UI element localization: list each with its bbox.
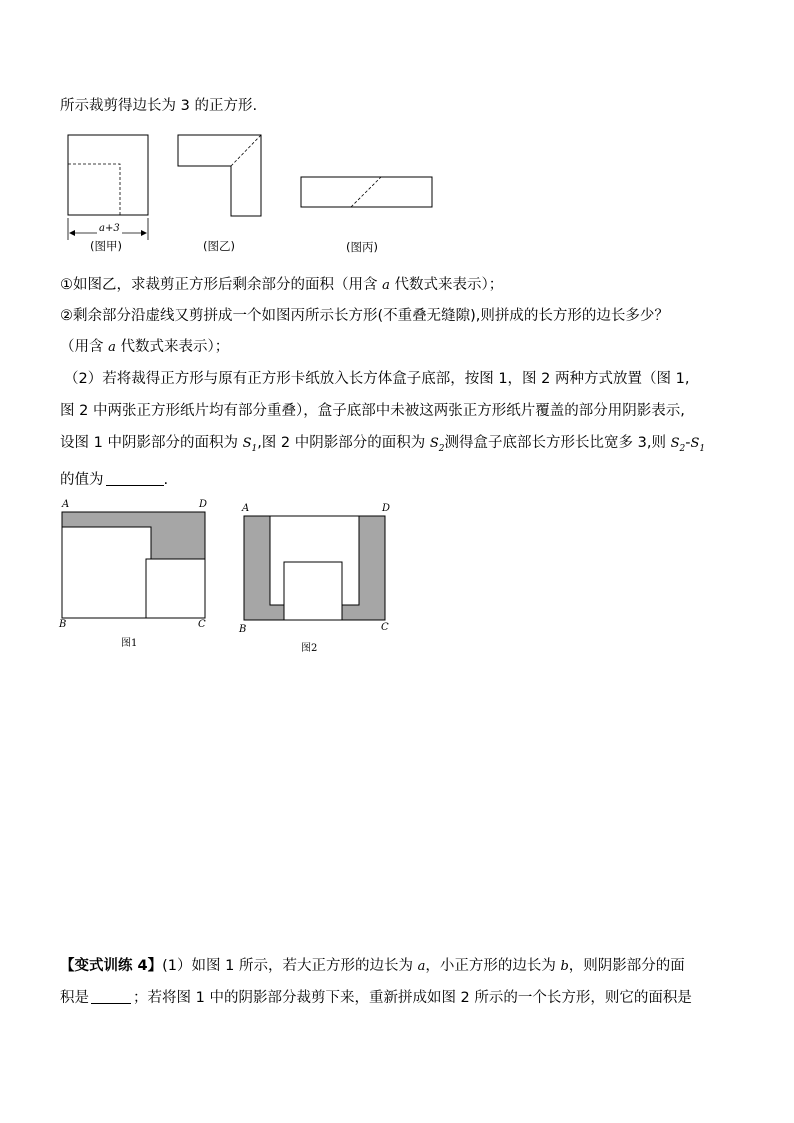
answer-blank[interactable] [106,471,164,486]
fig1-label-c: C [198,619,206,630]
q1-part-a: ①如图乙，求裁剪正方形后剩余部分的面积（用含 a 代数式来表示）； [60,277,504,293]
fig1-label-b: B [59,619,67,630]
fig1-label-d: D [199,499,208,510]
dimension-label: a+3 [99,223,120,234]
q2-line-4: 的值为 . [60,472,169,488]
caption-bing: (图丙) [346,240,378,254]
q2-line-2: 图 2 中两张正方形纸片均有部分重叠），盒子底部中未被这两张正方形纸片覆盖的部分用阴影表示, [60,403,685,419]
caption-jia: (图甲) [90,239,122,253]
q2-line-3: 设图 1 中阴影部分的面积为 $S_1$,图 2 中阴影部分的面积为 $S_2$测得盒子底部长方形长比宽多 3,则 $S_2-S_1$ [60,435,706,454]
fig2-caption: 图2 [301,643,318,654]
variant-answer-blank[interactable] [91,989,131,1004]
variant-tag: 【变式训练 4】 [60,958,163,974]
intro-text: 所示裁剪得边长为 3 的正方形. [60,98,258,114]
fig2-label-d: D [382,503,391,514]
q1-part-b: ②剩余部分沿虚线又剪拼成一个如图丙所示长方形(不重叠无缝隙),则拼成的长方形的边长多少？ [60,308,669,324]
q2-line-1: （2）若将裁得正方形与原有正方形卡纸放入长方体盒子底部，按图 1，图 2 两种方式放置（图 1, [64,371,690,387]
variant-line-2: 积是 ；若将图 1 中的阴影部分裁剪下来，重新拼成如图 2 所示的一个长方形，则它的面积是 [60,990,692,1006]
fig1-caption: 图1 [121,638,138,649]
fig2-label-a: A [242,503,250,514]
fig2-label-c: C [381,622,389,633]
figure-1 [62,510,207,620]
fig1-label-a: A [62,499,70,510]
caption-yi: (图乙) [203,239,235,253]
figure-yi [175,133,265,223]
q1-part-c: （用含 a 代数式来表示）； [60,339,230,355]
variant-line-1: 【变式训练 4】(1）如图 1 所示，若大正方形的边长为 a，小正方形的边长为 b，则阴影部分的面 [60,958,685,974]
figure-bing [298,175,438,210]
fig2-label-b: B [239,624,247,635]
figure-2 [243,514,388,624]
